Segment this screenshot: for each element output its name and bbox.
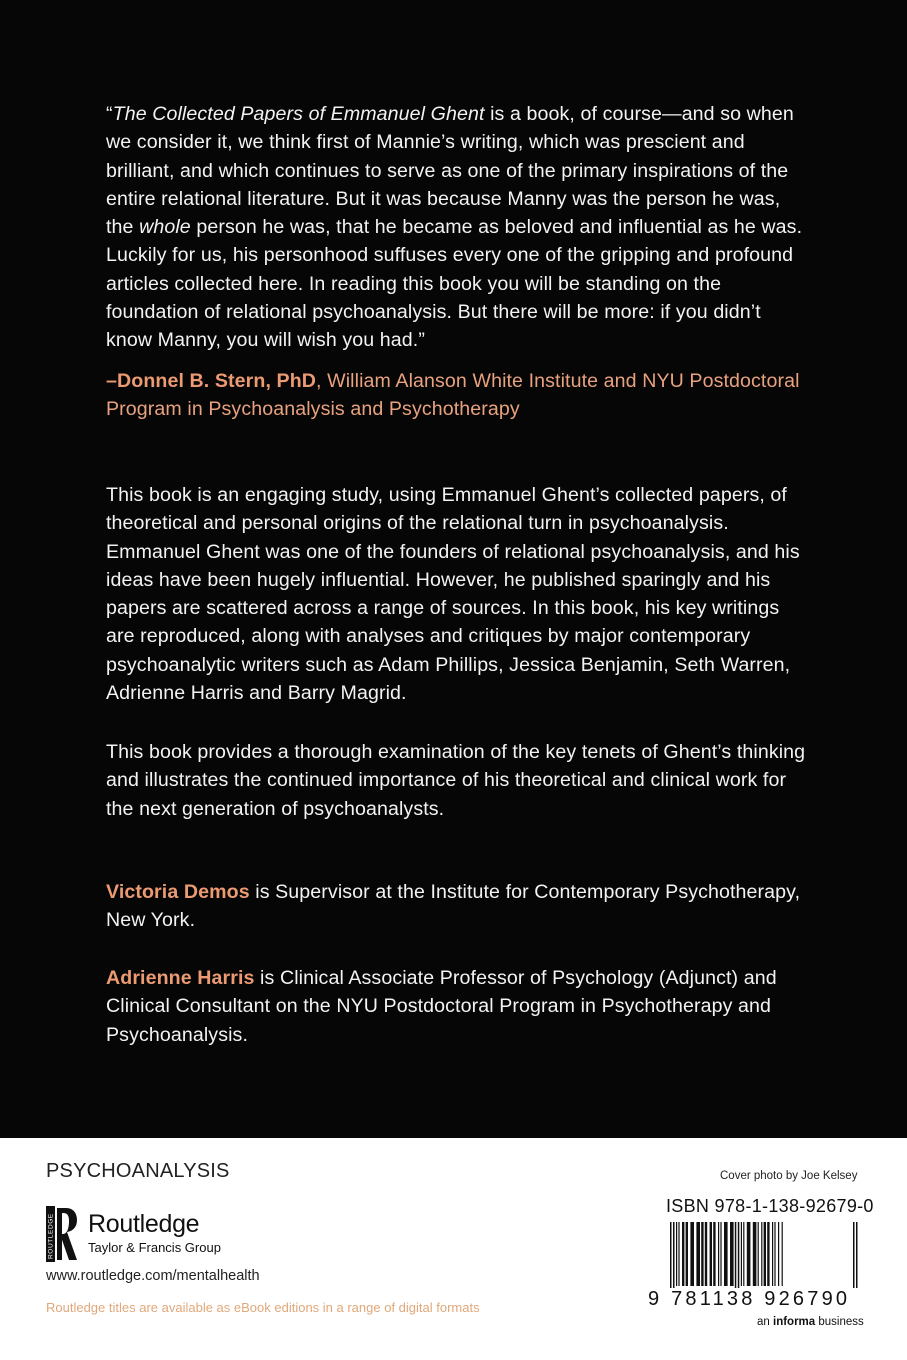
barcode-bar (738, 1222, 740, 1294)
barcode-bar (753, 1222, 757, 1286)
barcode-bar (856, 1222, 858, 1294)
informa-business-tag (757, 1316, 864, 1328)
barcode-bar (774, 1222, 775, 1286)
endorser-name: –Donnel B. Stern, PhD (106, 370, 317, 392)
barcode-bar (710, 1222, 712, 1286)
publisher-website[interactable]: www.routledge.com/mentalhealth (46, 1268, 260, 1284)
cover-photo-credit: Cover photo by Joe Kelsey (720, 1170, 858, 1182)
barcode-bar (676, 1222, 677, 1286)
barcode-bar (730, 1222, 734, 1286)
editor-name-1: Victoria Demos (106, 881, 250, 903)
quote-open-mark: “ (106, 103, 113, 125)
publisher-group: Taylor & Francis Group (88, 1240, 221, 1255)
isbn-barcode (668, 1222, 860, 1294)
subject-category: PSYCHOANALYSIS (46, 1160, 230, 1182)
barcode-bar (767, 1222, 769, 1286)
barcode-bar (701, 1222, 703, 1286)
informa-bold: informa (773, 1316, 816, 1328)
informa-prefix: an (757, 1316, 773, 1328)
barcode-bar (747, 1222, 751, 1286)
editor-bio-text-2: is Clinical Associate Professor of Psychology (Adjunct) and Clinical Consultant on the NYU Postdoctoral Program in Psychotherapy and Psychoanalysis. (106, 967, 777, 1046)
quote-text-part1: is a book, of course—and so when we consider it, we think first of Mannie’s writing, which was prescient and brilliant, and which continues to serve as one of the primary inspirations of the entire relational literature. But it was because Manny was the person he was, the (106, 103, 794, 239)
quote-text-part2: person he was, that he became as beloved and influential as he was. Luckily for us, his personhood suffuses every one of the gripping and profound articles collected here. In reading this book you will be standing on the foundation of relational psychoanalysis. But there will be more: if you didn’t know Manny, you will wish you had.” (106, 216, 803, 352)
footer-white-panel (0, 1138, 907, 1360)
barcode-bar (724, 1222, 728, 1286)
editor-bio-2 (106, 964, 806, 1049)
editor-name-2: Adrienne Harris (106, 967, 255, 989)
quote-book-title: The Collected Papers of Emmanuel Ghent (112, 103, 485, 125)
barcode-bar (853, 1222, 855, 1294)
barcode-bar (670, 1222, 672, 1294)
barcode-bar (713, 1222, 715, 1286)
barcode-bar (741, 1222, 742, 1286)
barcode-bar (690, 1222, 694, 1286)
barcode-bar (678, 1222, 679, 1286)
barcode-bar (735, 1222, 737, 1294)
barcode-bar (718, 1222, 719, 1286)
barcode-bar (682, 1222, 684, 1286)
informa-suffix: business (815, 1316, 864, 1328)
description-paragraph-2: This book provides a thorough examination of the key tenets of Ghent’s thinking and illustrates the continued importance of his theoretical and clinical work for the next generation of psychoanalysts. (106, 741, 806, 820)
ebook-note: Routledge titles are available as eBook editions in a range of digital formats (46, 1300, 480, 1315)
editor-bio-1 (106, 878, 806, 935)
barcode-bar (743, 1222, 744, 1286)
barcode-bar (686, 1222, 688, 1286)
barcode-bar (772, 1222, 773, 1286)
barcode-bar (720, 1222, 721, 1286)
barcode-bar (696, 1222, 700, 1286)
endorsement-quote (106, 100, 806, 355)
isbn-number: ISBN 978-1-138-92679-0 (666, 1196, 874, 1216)
quote-whole-emphasis: whole (139, 216, 191, 239)
barcode-bar (778, 1222, 779, 1286)
barcode-bar (705, 1222, 707, 1286)
publisher-name: Routledge (88, 1210, 200, 1238)
barcode-bar (761, 1222, 762, 1286)
endorser-affiliation: , William Alanson White Institute and NYU Postdoctoral Program in Psychoanalysis and Psychotherapy (106, 370, 800, 421)
barcode-bar (782, 1222, 783, 1286)
description-paragraph-1: This book is an engaging study, using Emmanuel Ghent’s collected papers, of theoretical and personal origins of the relational turn in psychoanalysis. Emmanuel Ghent was one of the founders of relational psychoanalysis, and his ideas have been hugely influential. However, he published sparingly and his papers are scattered across a range of sources. In this book, his key writings are reproduced, along with analyses and critiques by major contemporary psychoanalytic writers such as Adam Phillips, Jessica Benjamin, Seth Warren, Adrienne Harris and Barry Magrid. (106, 484, 800, 705)
barcode-bar (673, 1222, 675, 1294)
logo-vertical-text: ROUTLEDGE (47, 1213, 55, 1259)
barcode-digits: 9 781138 926790 (648, 1288, 868, 1311)
routledge-r-logo-icon (46, 1206, 78, 1262)
barcode-bar (764, 1222, 766, 1286)
barcode-bar (758, 1222, 759, 1286)
routledge-logo (46, 1206, 306, 1266)
endorsement-attribution (106, 367, 806, 424)
editor-bio-text-1: is Supervisor at the Institute for Contemporary Psychotherapy, New York. (106, 881, 801, 932)
